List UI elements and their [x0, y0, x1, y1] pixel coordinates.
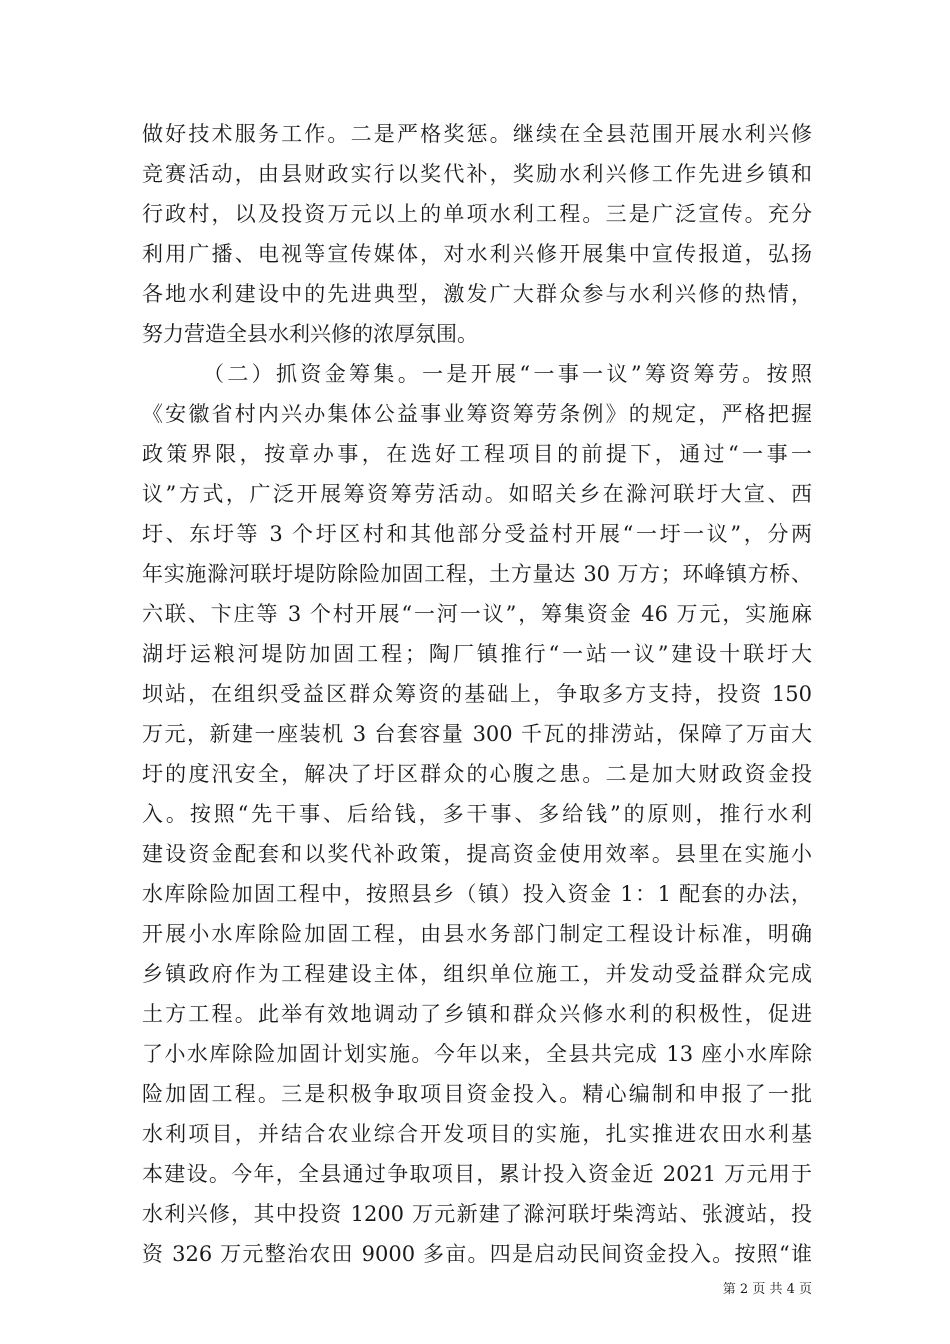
text-line: 入。按照“先干事、后给钱，多干事、多给钱”的原则，推行水利 [142, 802, 812, 826]
page-number-footer: 第 2 页 共 4 页 [722, 1282, 812, 1297]
text-line: 万元，新建一座装机 3 台套容量 300 千瓦的排涝站，保障了万亩大 [142, 722, 812, 746]
text-line: 做好技术服务工作。二是严格奖惩。继续在全县范围开展水利兴修 [142, 122, 812, 146]
text-line: 土方工程。此举有效地调动了乡镇和群众兴修水利的积极性，促进 [142, 1002, 812, 1026]
text-line: 行政村，以及投资万元以上的单项水利工程。三是广泛宣传。充分 [142, 202, 812, 226]
text-line: 了小水库除险加固计划实施。今年以来，全县共完成 13 座小水库除 [142, 1042, 812, 1066]
text-line: 险加固工程。三是积极争取项目资金投入。精心编制和申报了一批 [142, 1082, 812, 1106]
text-line: 坝站，在组织受益区群众筹资的基础上，争取多方支持，投资 150 [142, 682, 812, 706]
text-line: 乡镇政府作为工程建设主体，组织单位施工，并发动受益群众完成 [142, 962, 812, 986]
text-line: 建设资金配套和以奖代补政策，提高资金使用效率。县里在实施小 [142, 842, 812, 866]
text-line: 各地水利建设中的先进典型，激发广大群众参与水利兴修的热情， [142, 282, 812, 306]
text-line: 湖圩运粮河堤防加固工程；陶厂镇推行“一站一议”建设十联圩大 [142, 642, 812, 666]
text-line: 圩、东圩等 3 个圩区村和其他部分受益村开展“一圩一议”，分两 [142, 522, 812, 546]
text-line: 年实施滁河联圩堤防除险加固工程，土方量达 30 万方；环峰镇方桥、 [142, 562, 812, 586]
text-line: 六联、卞庄等 3 个村开展“一河一议”，筹集资金 46 万元，实施麻 [142, 602, 812, 626]
text-line: 资 326 万元整治农田 9000 多亩。四是启动民间资金投入。按照“谁 [142, 1242, 812, 1266]
text-line: 议”方式，广泛开展筹资筹劳活动。如昭关乡在滁河联圩大宣、西 [142, 482, 812, 506]
text-line: 水利兴修，其中投资 1200 万元新建了滁河联圩柴湾站、张渡站，投 [142, 1202, 812, 1226]
text-line: 水库除险加固工程中，按照县乡（镇）投入资金 1：1 配套的办法， [142, 882, 812, 906]
text-line: 水利项目，并结合农业综合开发项目的实施，扎实推进农田水利基 [142, 1122, 812, 1146]
text-line: 利用广播、电视等宣传媒体，对水利兴修开展集中宣传报道，弘扬 [142, 242, 812, 266]
text-line: 竞赛活动，由县财政实行以奖代补，奖励水利兴修工作先进乡镇和 [142, 162, 812, 186]
text-line: 圩的度汛安全，解决了圩区群众的心腹之患。二是加大财政资金投 [142, 762, 812, 786]
text-line: 本建设。今年，全县通过争取项目，累计投入资金近 2021 万元用于 [142, 1162, 812, 1186]
text-line: 开展小水库除险加固工程，由县水务部门制定工程设计标准，明确 [142, 922, 812, 946]
text-line: 政策界限，按章办事，在选好工程项目的前提下，通过“一事一 [142, 442, 812, 466]
section-heading-line: （二）抓资金筹集。一是开展“一事一议”筹资筹劳。按照 [203, 362, 812, 386]
text-line: 努力营造全县水利兴修的浓厚氛围。 [142, 322, 478, 346]
text-line: 《安徽省村内兴办集体公益事业筹资筹劳条例》的规定，严格把握 [142, 402, 812, 426]
